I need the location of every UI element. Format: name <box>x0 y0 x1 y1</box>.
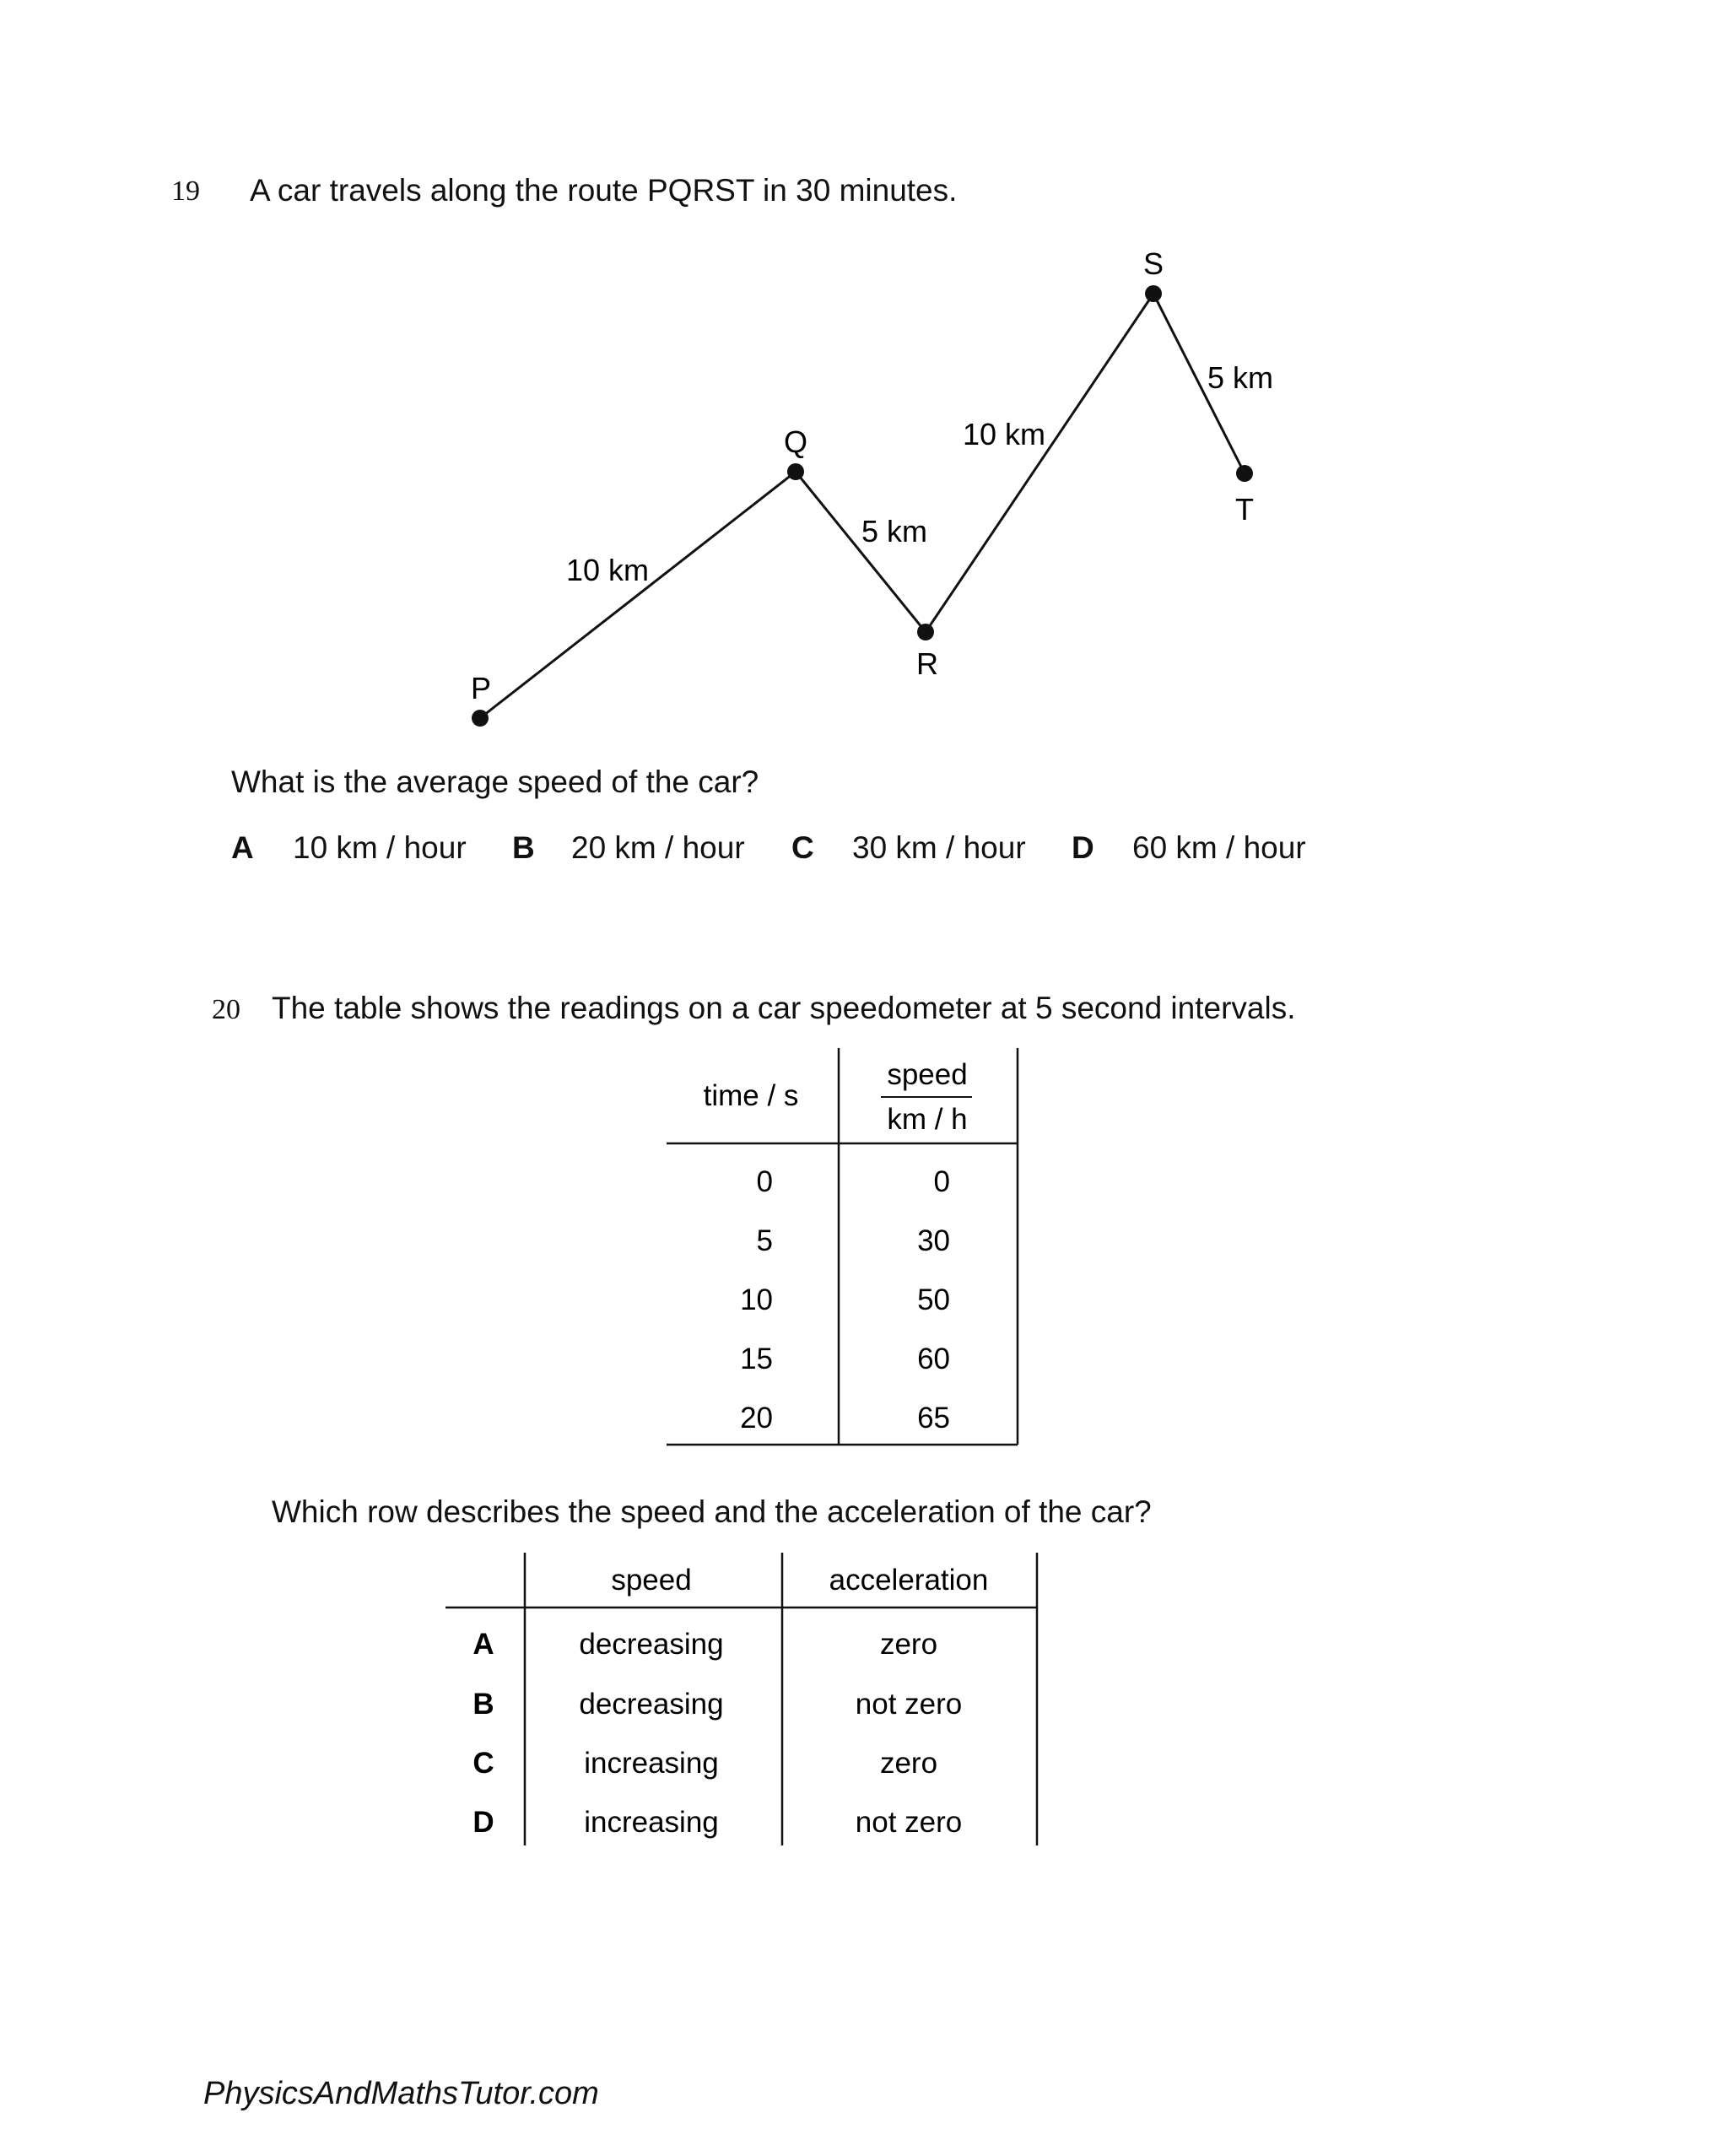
option-a-letter: A <box>231 830 254 865</box>
answer-table <box>0 1536 1728 1856</box>
option-b[interactable] <box>512 830 535 866</box>
answer-speed: decreasing <box>579 1628 724 1661</box>
segment-label-pq: 10 km <box>565 553 650 587</box>
answer-acceleration: not zero <box>855 1806 963 1839</box>
option-a[interactable] <box>231 830 254 866</box>
point-label-s: S <box>1142 246 1164 281</box>
point-r-dot <box>917 624 934 640</box>
answer-letter: A <box>472 1628 494 1661</box>
option-d[interactable] <box>1072 830 1094 866</box>
answer-row-d <box>472 1806 962 1839</box>
question-19-number: 19 <box>171 176 200 207</box>
option-d-letter: D <box>1072 830 1094 865</box>
speedometer-table <box>0 1029 1728 1468</box>
answer-acceleration: not zero <box>855 1688 963 1721</box>
segment-label-qr: 5 km <box>861 514 928 548</box>
table-row <box>757 1165 950 1198</box>
question-20-prompt: Which row describes the speed and the acceleration of the car? <box>272 1494 1152 1529</box>
header-speed-bottom: km / h <box>887 1103 968 1136</box>
table-row <box>740 1402 950 1435</box>
time-cell: 10 <box>740 1283 773 1316</box>
answer-acceleration: zero <box>879 1628 938 1661</box>
point-label-p: P <box>470 671 492 705</box>
option-a-text: 10 km / hour <box>293 830 467 865</box>
point-p-dot <box>472 710 489 727</box>
speed-cell: 60 <box>917 1343 950 1375</box>
answer-row-a <box>472 1628 937 1661</box>
speed-cell: 30 <box>917 1224 950 1257</box>
time-cell: 20 <box>740 1402 773 1435</box>
answer-row-b <box>472 1688 962 1721</box>
point-label-q: Q <box>783 424 808 459</box>
point-q-dot <box>787 463 804 480</box>
table-row <box>740 1343 950 1375</box>
option-c-letter: C <box>791 830 814 865</box>
question-20-number: 20 <box>212 994 240 1025</box>
question-20-stem: The table shows the readings on a car speedometer at 5 second intervals. <box>272 991 1296 1025</box>
option-d-text: 60 km / hour <box>1132 830 1306 865</box>
answer-header-acceleration: acceleration <box>829 1564 989 1597</box>
question-19-stem: A car travels along the route PQRST in 30 minutes. <box>250 173 958 208</box>
answer-header-speed: speed <box>611 1564 692 1597</box>
option-b-text: 20 km / hour <box>571 830 745 865</box>
answer-row-c <box>472 1747 937 1780</box>
answer-speed: increasing <box>584 1747 719 1780</box>
table-row <box>740 1283 950 1316</box>
segment-label-rs: 10 km <box>962 417 1046 451</box>
question-19-prompt: What is the average speed of the car? <box>231 765 759 799</box>
answer-letter: D <box>472 1806 494 1839</box>
option-c-text: 30 km / hour <box>852 830 1026 865</box>
option-c[interactable] <box>791 830 814 866</box>
route-line <box>480 294 1245 718</box>
point-t-dot <box>1236 465 1253 482</box>
speed-cell: 65 <box>917 1402 950 1435</box>
table-row <box>757 1224 950 1257</box>
answer-speed: increasing <box>584 1806 719 1839</box>
time-cell: 5 <box>756 1224 773 1257</box>
header-time: time / s <box>703 1079 799 1112</box>
point-label-r: R <box>916 646 938 681</box>
answer-letter: B <box>472 1688 494 1721</box>
speed-cell: 0 <box>933 1165 950 1198</box>
point-label-t: T <box>1235 492 1254 527</box>
header-speed-top: speed <box>887 1058 968 1091</box>
route-diagram <box>0 0 1728 759</box>
speed-cell: 50 <box>917 1283 950 1316</box>
time-cell: 0 <box>756 1165 773 1198</box>
answer-speed: decreasing <box>579 1688 724 1721</box>
option-b-letter: B <box>512 830 535 865</box>
answer-letter: C <box>472 1747 494 1780</box>
time-cell: 15 <box>740 1343 773 1375</box>
footer-site-name: PhysicsAndMathsTutor.com <box>203 2076 599 2111</box>
answer-acceleration: zero <box>879 1747 938 1780</box>
segment-label-st: 5 km <box>1207 360 1274 395</box>
point-s-dot <box>1145 285 1162 302</box>
